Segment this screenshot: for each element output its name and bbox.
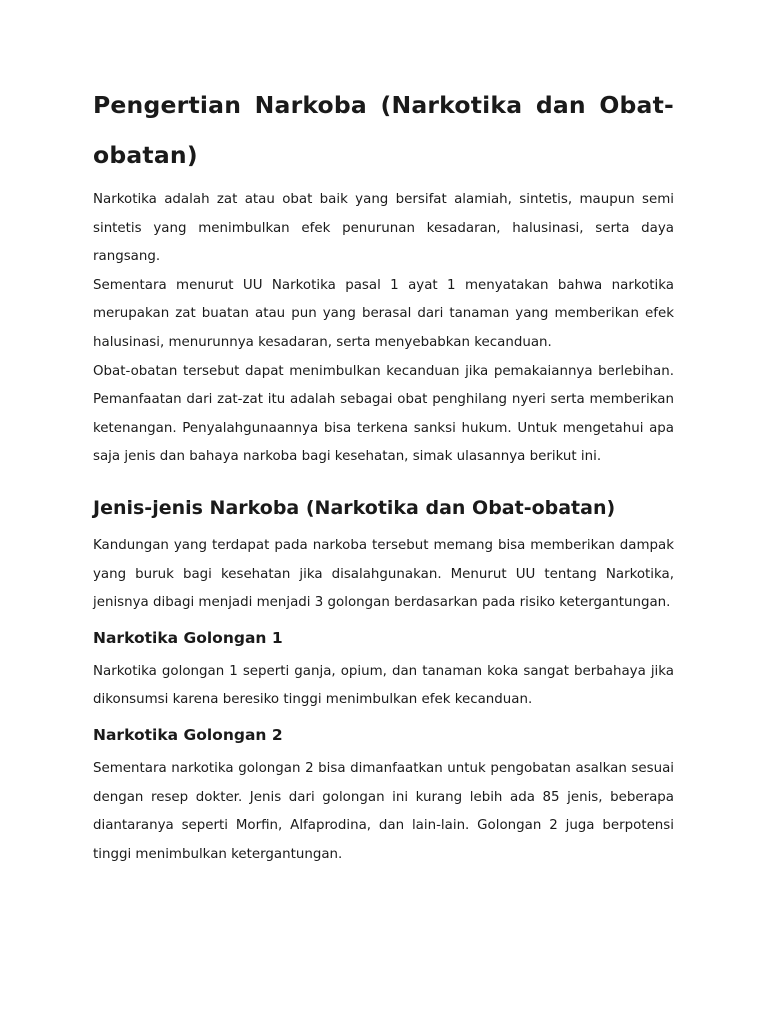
section-heading-jenis: Jenis-jenis Narkoba (Narkotika dan Obat-obatan) xyxy=(93,496,616,519)
subheading-golongan-2: Narkotika Golongan 2 xyxy=(93,725,283,744)
document-title: Pengertian Narkoba (Narkotika dan Obat-obatan) xyxy=(93,91,674,169)
paragraph-golongan-1: Narkotika golongan 1 seperti ganja, opium, dan tanaman koka sangat berbahaya jika dikonsumsi karena beresiko tinggi menimbulkan efek kecanduan. xyxy=(93,663,674,708)
intro-paragraph-2: Sementara menurut UU Narkotika pasal 1 ayat 1 menyatakan bahwa narkotika merupakan zat buatan atau pun yang berasal dari tanaman yang memberikan efek halusinasi, menurunnya kesadaran, serta menyebabkan kecanduan. xyxy=(93,277,674,350)
document-page xyxy=(93,80,674,869)
subheading-golongan-1: Narkotika Golongan 1 xyxy=(93,628,283,647)
section-paragraph-jenis: Kandungan yang terdapat pada narkoba tersebut memang bisa memberikan dampak yang buruk bagi kesehatan jika disalahgunakan. Menurut UU tentang Narkotika, jenisnya dibagi menjadi menjadi 3 golongan berdasarkan pada risiko ketergantungan. xyxy=(93,537,674,611)
paragraph-golongan-2: Sementara narkotika golongan 2 bisa dimanfaatkan untuk pengobatan asalkan sesuai dengan resep dokter. Jenis dari golongan ini kurang lebih ada 85 jenis, beberapa diantaranya seperti Morfin, Alfaprodina, dan lain-lain. Golongan 2 juga berpotensi tinggi menimbulkan ketergantungan. xyxy=(93,760,674,862)
intro-paragraph-3: Obat-obatan tersebut dapat menimbulkan kecanduan jika pemakaiannya berlebihan. Pemanfaatan dari zat-zat itu adalah sebagai obat penghilang nyeri serta memberikan ketenangan. Penyalahgunaannya bisa terkena sanksi hukum. Untuk mengetahui apa saja jenis dan bahaya narkoba bagi kesehatan, simak ulasannya berikut ini. xyxy=(93,363,674,465)
intro-paragraph-1: Narkotika adalah zat atau obat baik yang bersifat alamiah, sintetis, maupun semi sintetis yang menimbulkan efek penurunan kesadaran, halusinasi, serta daya rangsang. xyxy=(93,192,674,265)
